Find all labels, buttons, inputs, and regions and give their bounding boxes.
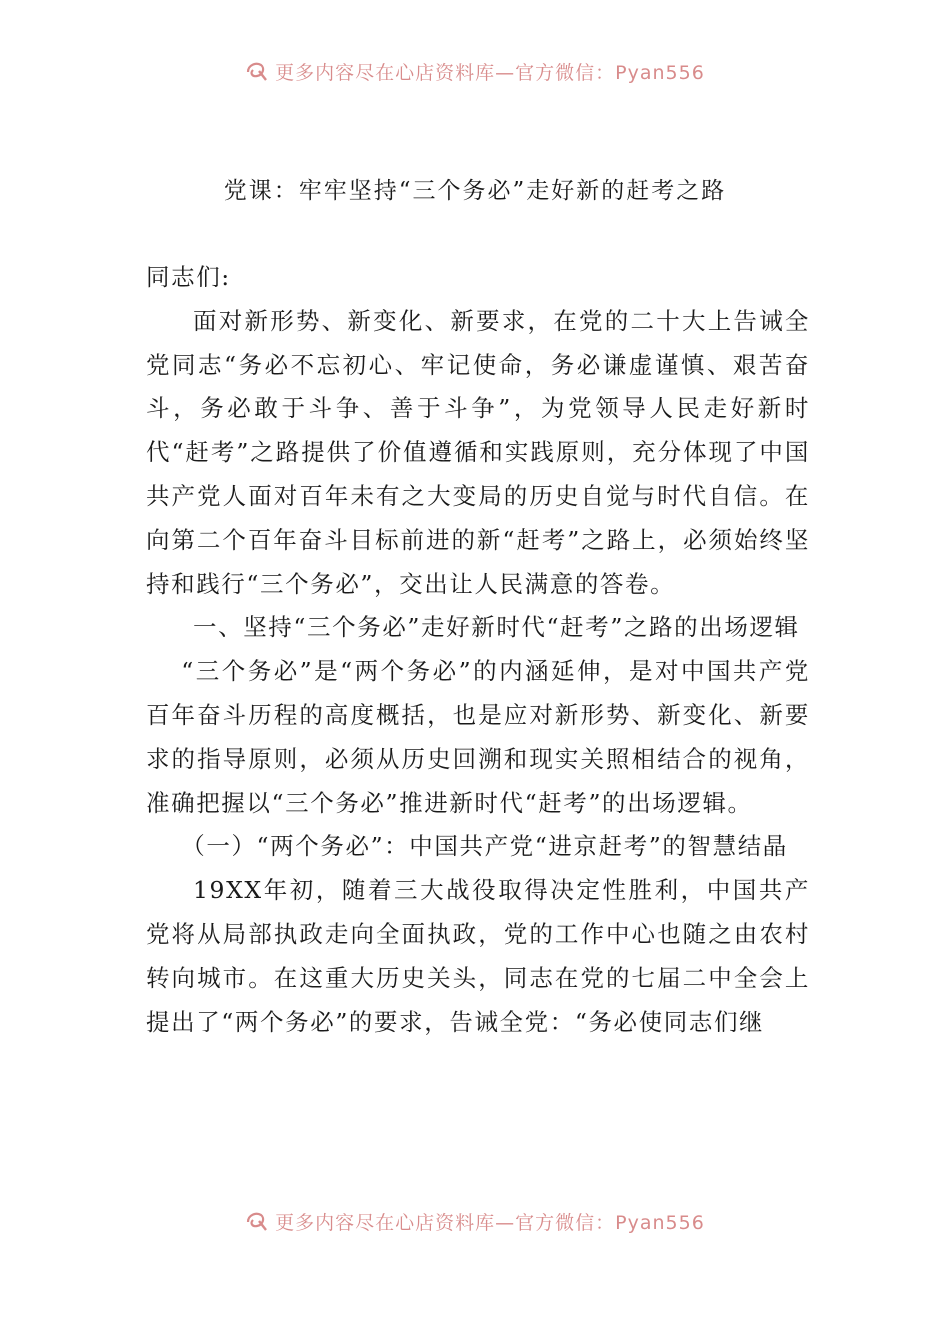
document-title: 党课：牢牢坚持“三个务必”走好新的赶考之路 [223, 178, 727, 204]
paragraph-subsection-1: 19XX年初，随着三大战役取得决定性胜利，中国共产党将从局部执政走向全面执政，党的工作中心也随之由农村转向城市。在这重大历史关头，同志在党的七届二中全会上提出了“两个务必”的要求，告诫全党：“务必使同志们继 [146, 876, 810, 1036]
paragraph-intro: 面对新形势、新变化、新要求，在党的二十大上告诫全党同志“务必不忘初心、牢记使命，务必谦虚谨慎、艰苦奋斗，务必敢于斗争、善于斗争”，为党领导人民走好新时代“赶考”之路提供了价值遵循和实践原则，充分体现了中国共产党人面对百年未有之大变局的历史自觉与时代自信。在向第二个百年奋斗目标前进的新“赶考”之路上，必须始终坚持和践行“三个务必”，交出让人民满意的答卷。 [146, 306, 810, 598]
logo-icon [245, 60, 269, 82]
paragraph-section-1: “三个务必”是“两个务必”的内涵延伸，是对中国共产党百年奋斗历程的高度概括，也是应对新形势、新变化、新要求的指导原则，必须从历史回溯和现实关照相结合的视角，准确把握以“三个务必”推进新时代“赶考”的出场逻辑。 [146, 657, 810, 817]
logo-icon [245, 1210, 269, 1232]
section-heading-1: 一、坚持“三个务必”走好新时代“赶考”之路的出场逻辑 [193, 613, 800, 642]
subsection-heading-1: （一）“两个务必”：中国共产党“进京赶考”的智慧结晶 [181, 832, 788, 861]
watermark-text: 更多内容尽在心店资料库—官方微信：Pyan556 [275, 1211, 705, 1234]
watermark-text: 更多内容尽在心店资料库—官方微信：Pyan556 [275, 61, 705, 84]
footer-watermark [0, 1206, 950, 1236]
header-watermark [0, 56, 950, 86]
document-body [146, 256, 810, 1044]
greeting: 同志们: [146, 263, 231, 291]
